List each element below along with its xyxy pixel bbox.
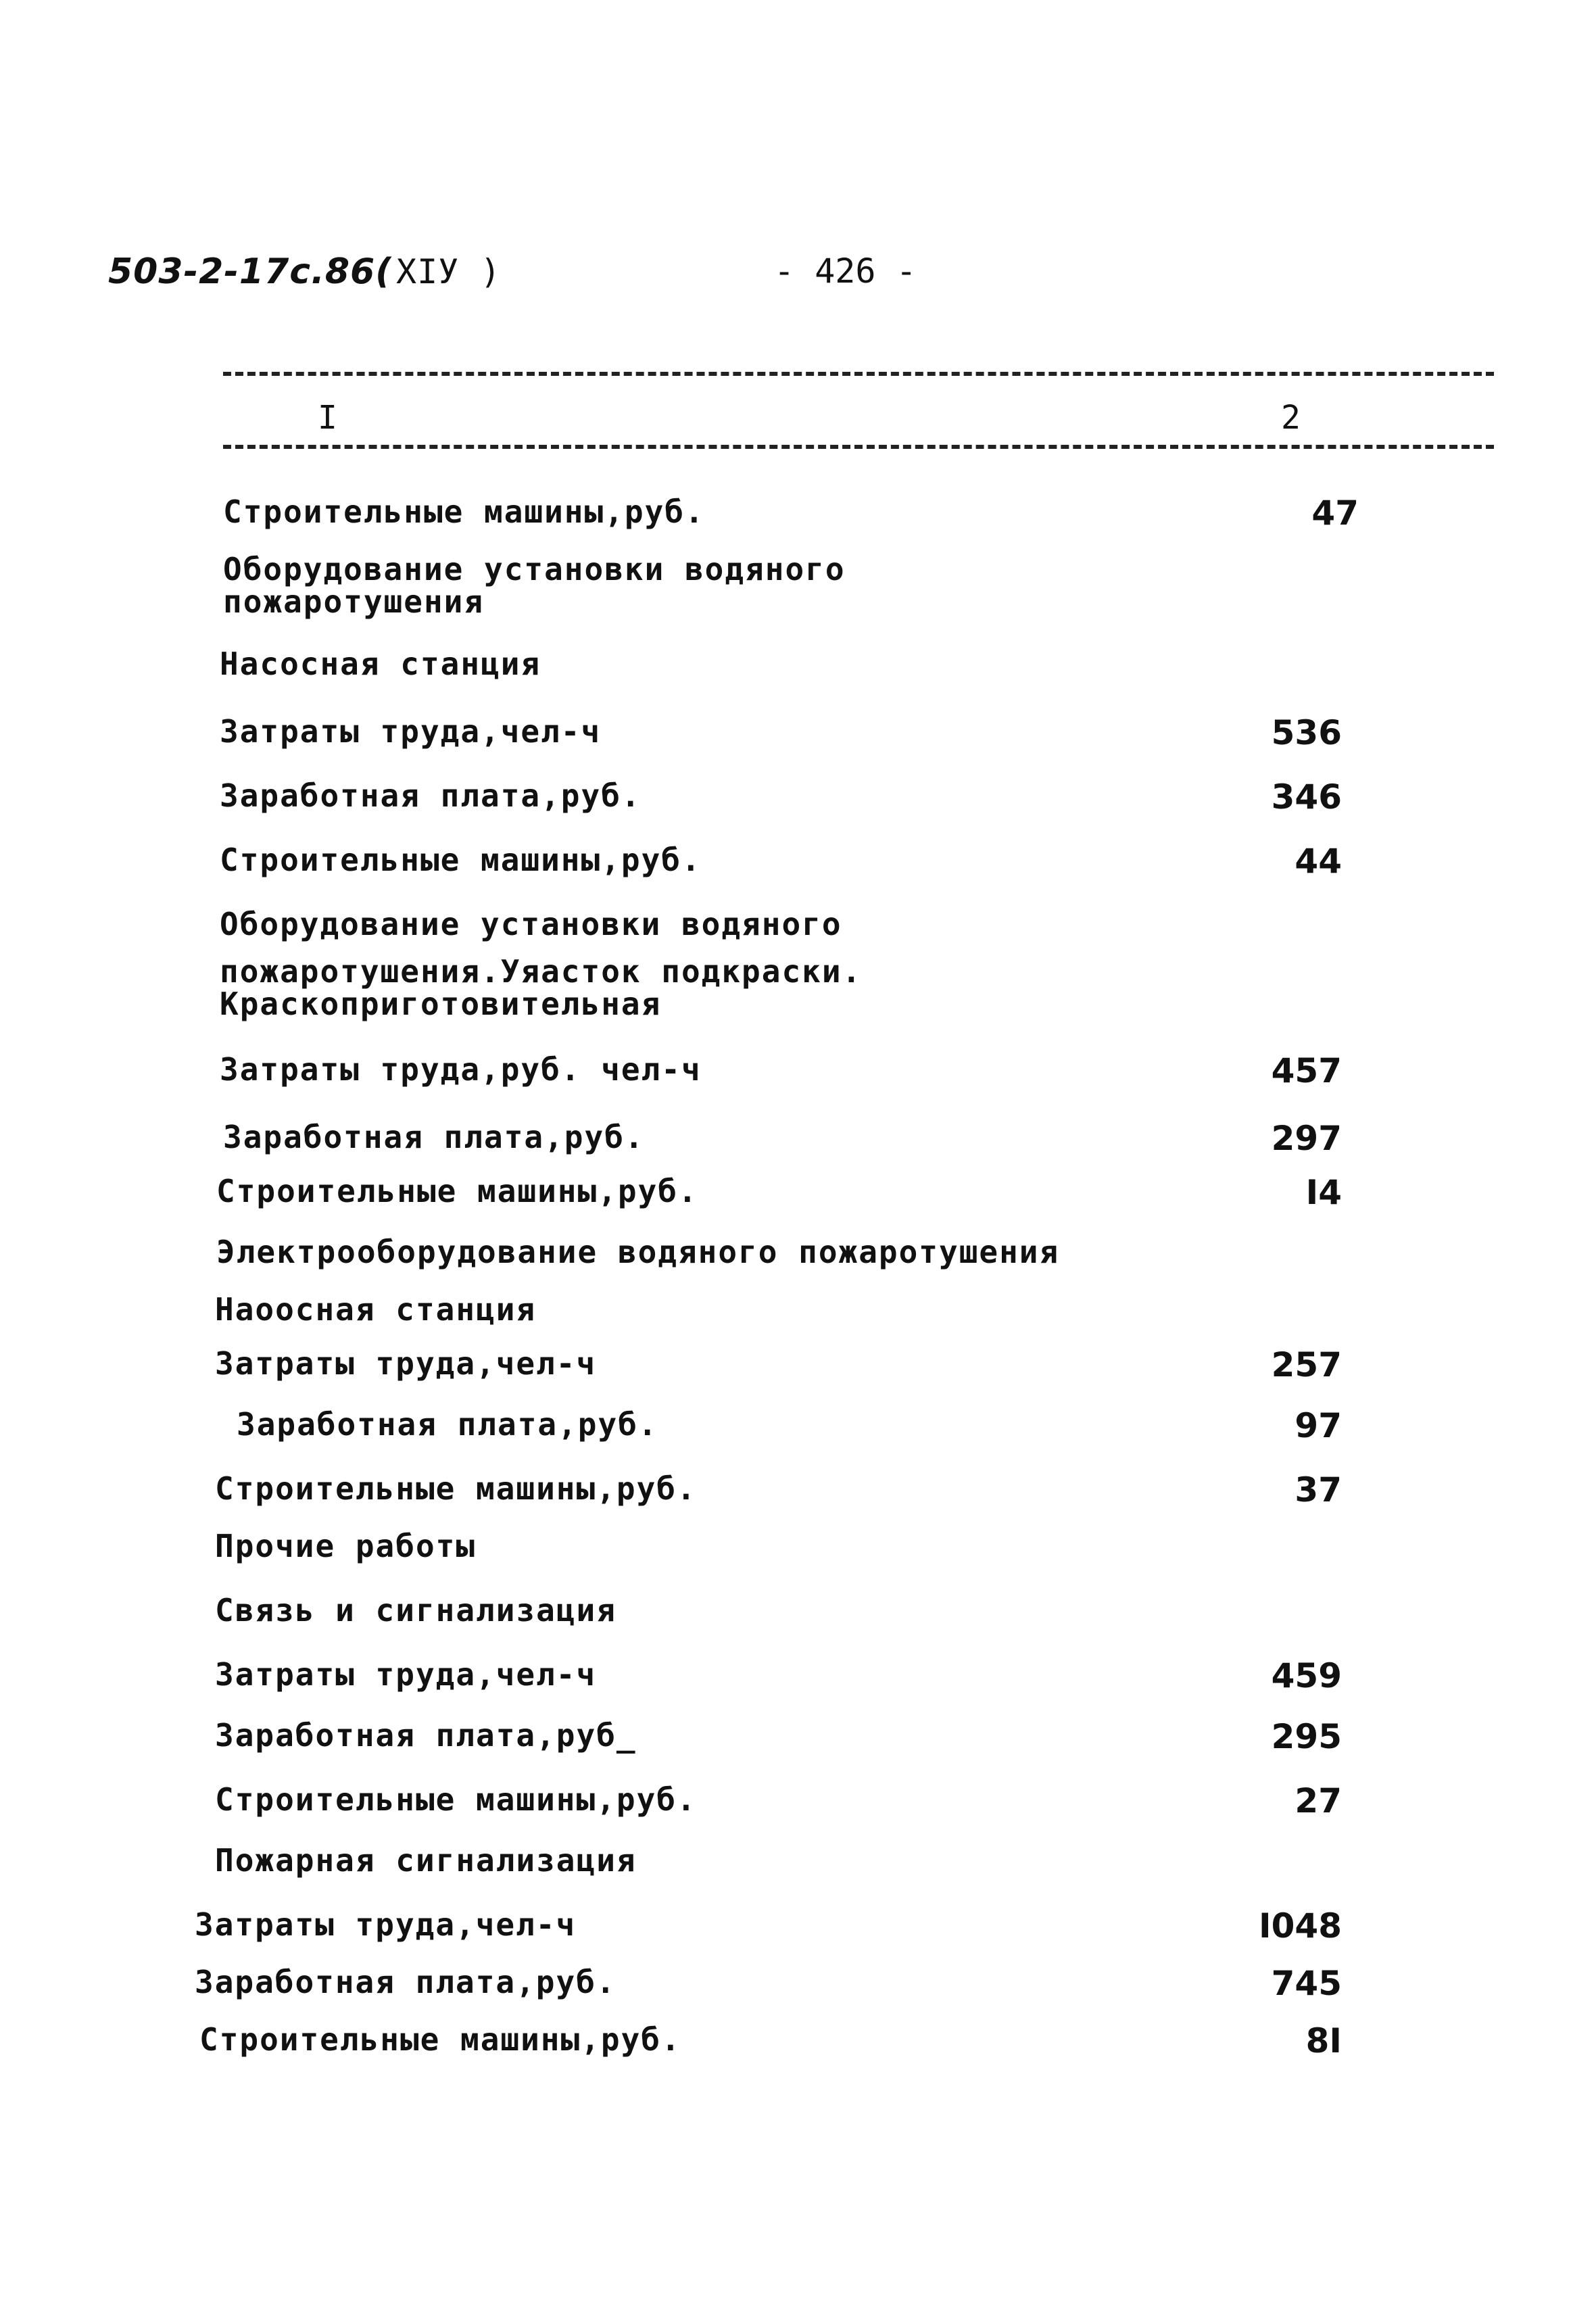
row-value: 27 xyxy=(1295,1781,1342,1820)
table-row xyxy=(0,1051,1596,1092)
table-row xyxy=(0,1345,1596,1386)
row-label: Затраты труда,чел-ч xyxy=(195,1906,577,1943)
document-code xyxy=(108,251,501,292)
row-label: Строительные машины,руб. xyxy=(220,842,702,878)
row-value: 257 xyxy=(1271,1345,1342,1384)
table-row xyxy=(0,1964,1596,2004)
section-heading-line: Краскоприготовительная xyxy=(220,986,662,1022)
section-heading-line: Пожарная сигнализация xyxy=(215,1842,637,1879)
table-row xyxy=(0,1906,1596,1947)
section-heading-line: Связь и сигнализация xyxy=(215,1592,616,1629)
row-label: Заработная плата,руб. xyxy=(223,1119,645,1155)
section-heading-line: Электрооборудование водяного пожаротушения xyxy=(216,1234,1060,1270)
row-value: 536 xyxy=(1271,713,1342,752)
row-label: Заработная плата,руб. xyxy=(237,1406,658,1443)
section-heading-line: Наоосная станция xyxy=(215,1291,537,1328)
table-row xyxy=(0,1717,1596,1758)
table-row xyxy=(0,1781,1596,1822)
section-heading-line: пожаротушения.Уяасток подкраски. xyxy=(220,953,863,990)
row-value: 47 xyxy=(1311,493,1359,533)
row-label: Заработная плата,руб_ xyxy=(215,1717,637,1754)
document-code-part: XIУ ) xyxy=(395,252,502,291)
row-value: 37 xyxy=(1295,1470,1342,1510)
row-value: I4 xyxy=(1305,1173,1342,1212)
column-header-2: 2 xyxy=(1281,399,1301,437)
table-row xyxy=(0,1173,1596,1213)
row-value: 97 xyxy=(1295,1406,1342,1445)
row-label: Заработная плата,руб. xyxy=(220,777,642,814)
page-header xyxy=(108,251,919,312)
row-value: 457 xyxy=(1271,1051,1342,1090)
table-row xyxy=(0,2021,1596,2062)
table-row xyxy=(0,777,1596,818)
table-header-divider xyxy=(223,445,1494,449)
row-label: Строительные машины,руб. xyxy=(215,1781,697,1818)
section-heading-line: Оборудование установки водяного xyxy=(223,551,846,587)
row-label: Строительные машины,руб. xyxy=(223,493,705,530)
document-code-number: 503-2-17c.86( xyxy=(108,251,392,292)
row-value: 44 xyxy=(1295,842,1342,881)
row-value: I048 xyxy=(1259,1906,1342,1946)
section-heading-line: Прочие работы xyxy=(215,1528,477,1564)
row-value: 297 xyxy=(1271,1119,1342,1158)
section-heading-line: Оборудование установки водяного xyxy=(220,906,842,942)
table-header xyxy=(223,358,1494,460)
row-label: Затраты труда,чел-ч xyxy=(220,713,602,750)
table-row xyxy=(0,1406,1596,1447)
table-row xyxy=(0,842,1596,882)
row-value: 459 xyxy=(1271,1656,1342,1695)
table-row xyxy=(0,1119,1596,1159)
row-label: Строительные машины,руб. xyxy=(215,1470,697,1507)
table-top-divider xyxy=(223,372,1494,376)
page-number: - 426 - xyxy=(774,251,917,291)
row-value: 346 xyxy=(1271,777,1342,817)
section-heading-line: Насосная станция xyxy=(220,646,541,682)
row-label: Затраты труда,руб. чел-ч xyxy=(220,1051,702,1088)
row-label: Строительные машины,руб. xyxy=(199,2021,681,2058)
section-heading-line: пожаротушения xyxy=(223,583,485,620)
row-label: Затраты труда,чел-ч xyxy=(215,1345,597,1382)
table-row xyxy=(0,713,1596,754)
table-row xyxy=(0,1470,1596,1511)
row-value: 745 xyxy=(1271,1964,1342,2003)
row-value: 8I xyxy=(1305,2021,1342,2060)
column-header-1: I xyxy=(318,399,337,437)
table-row xyxy=(0,1656,1596,1697)
row-label: Заработная плата,руб. xyxy=(195,1964,616,2000)
row-label: Строительные машины,руб. xyxy=(216,1173,698,1209)
row-label: Затраты труда,чел-ч xyxy=(215,1656,597,1693)
row-value: 295 xyxy=(1271,1717,1342,1756)
table-row xyxy=(0,493,1596,534)
